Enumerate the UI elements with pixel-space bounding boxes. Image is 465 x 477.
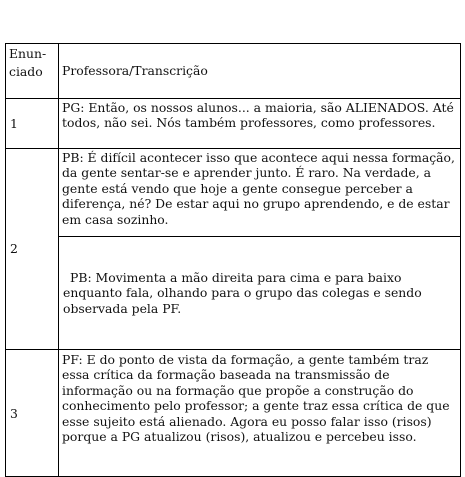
row-text: PG: Então, os nossos alunos... a maioria, são ALIENADOS. Até todos, não sei. Nós também professores, como professores. — [59, 99, 461, 149]
row-text: PB: É difícil acontecer isso que acontece aqui nessa formação, da gente sentar-se e aprender junto. É raro. Na verdade, a gente está vendo que hoje a gente consegue perceber a diferença, né? De estar aqui no grupo aprendendo, e de estar em casa sozinho. — [59, 149, 461, 237]
table-row — [6, 99, 461, 149]
header-professora-transcricao: Professora/Transcrição — [59, 44, 461, 99]
header-enunciado — [6, 44, 59, 99]
row-number: 2 — [6, 149, 59, 350]
row-annotation — [59, 237, 461, 350]
transcript-table — [5, 43, 461, 477]
table-row — [6, 350, 461, 477]
header-enunciado-line-2: ciado — [9, 64, 43, 79]
row-annotation-text: PB: Movimenta a mão direita para cima e para baixo enquanto fala, olhando para o grupo das colegas e sendo observada pela PF. — [63, 269, 422, 316]
row-text: PF: E do ponto de vista da formação, a gente também traz essa crítica da formação baseada na transmissão de informação ou na formação que propõe a construção do conhecimento pelo professor; a gente traz essa crítica de que esse sujeito está alienado. Agora eu posso falar isso (risos) porque a PG atualizou (risos), atualizou e percebeu isso. — [59, 350, 461, 477]
header-enunciado-line-1: Enun- — [9, 46, 47, 61]
table-header-row — [6, 44, 461, 99]
row-number: 1 — [6, 99, 59, 149]
table-row-annotation — [6, 237, 461, 350]
row-number: 3 — [6, 350, 59, 477]
table-row — [6, 149, 461, 237]
